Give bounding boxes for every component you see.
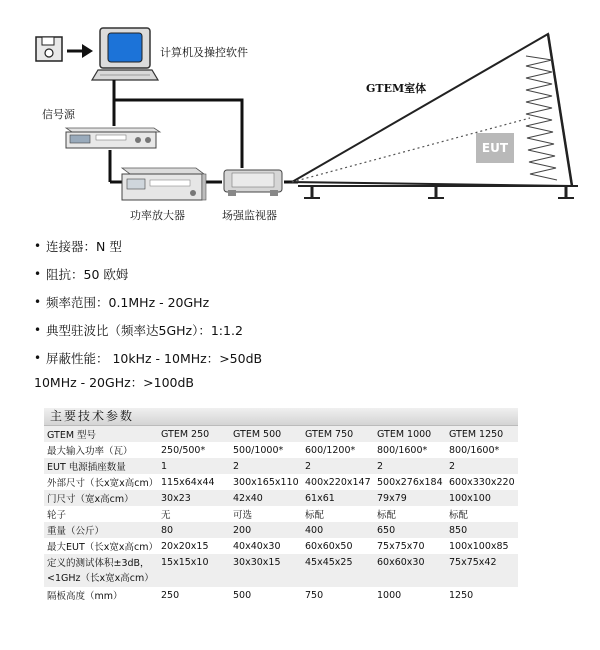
- gtem-label: GTEM室体: [366, 82, 427, 95]
- table-cell: GTEM 750: [302, 426, 374, 442]
- table-cell: 500/1000*: [233, 444, 284, 456]
- table-cell: 250/500*: [161, 444, 206, 456]
- table-cell: 80: [158, 522, 230, 538]
- table-cell: 无: [161, 510, 171, 521]
- table-cell: 2: [374, 458, 446, 474]
- row-label: 重量（公斤）: [44, 522, 158, 538]
- table-cell: 115x64x44: [161, 476, 215, 488]
- bullet-icon: •: [34, 295, 42, 309]
- table-cell: 400x220x147: [305, 476, 371, 488]
- table-cell: GTEM 500: [230, 426, 302, 442]
- table-cell: 800/1600*: [377, 444, 428, 456]
- table-cell: 60x60x50: [305, 540, 353, 552]
- arrow-right-icon: [67, 44, 93, 58]
- spec-text: 连接器：N 型: [46, 239, 122, 254]
- table-cell: 40x40x30: [233, 540, 281, 552]
- table-cell: 79x79: [374, 490, 446, 506]
- spec-text: 阻抗：50 欧姆: [46, 267, 129, 282]
- table-cell: 800/1600*: [449, 444, 500, 456]
- spec-item-vswr: [34, 316, 574, 344]
- table-cell: 2: [230, 458, 302, 474]
- bullet-icon: •: [34, 351, 42, 365]
- setup-diagram: [0, 0, 600, 228]
- spec-item-impedance: [34, 260, 574, 288]
- table-cell: 750: [305, 589, 324, 601]
- bullet-icon: •: [34, 239, 42, 253]
- bullet-icon: •: [34, 323, 42, 337]
- table-cell: 75x75x42: [446, 554, 518, 587]
- table-cell: 61x61: [302, 490, 374, 506]
- spec-text: 屏蔽性能： 10kHz - 10MHz：>50dB: [46, 351, 263, 366]
- row-label: EUT 电源插座数量: [44, 458, 158, 474]
- table-row: [44, 554, 518, 587]
- table-cell: 600/1200*: [305, 444, 356, 456]
- table-cell: 2: [302, 458, 374, 474]
- table-row: [44, 458, 518, 474]
- table-cell: 650: [374, 522, 446, 538]
- spec-text: 频率范围：0.1MHz - 20GHz: [46, 295, 210, 310]
- spec-shielding-tail: 10MHz - 20GHz：>100dB: [34, 375, 195, 390]
- table-row: [44, 522, 518, 538]
- gtem-cell: [292, 34, 578, 198]
- table-cell: 45x45x25: [302, 554, 374, 587]
- table-cell: 30x30x15: [230, 554, 302, 587]
- row-label-line1: 定义的测试体积±3dB，: [47, 557, 150, 569]
- table-cell: 15x15x10: [158, 554, 230, 587]
- row-label: 隔板高度（mm）: [47, 591, 123, 602]
- table-cell: 100x100x85: [449, 540, 509, 552]
- spec-item-connector: [34, 232, 574, 260]
- table-cell: 可选: [233, 510, 253, 521]
- row-label: 门尺寸（宽x高cm）: [44, 490, 158, 506]
- table-cell: GTEM 1000: [374, 426, 446, 442]
- spec-item-shielding: [34, 344, 574, 372]
- table-cell: 850: [446, 522, 518, 538]
- table-cell: 250: [161, 589, 180, 601]
- computer-icon: [92, 28, 158, 80]
- table-row: [44, 587, 518, 603]
- table-cell: 600x330x220: [449, 476, 515, 488]
- signal-generator-icon: [66, 128, 160, 148]
- table-cell: 标配: [449, 510, 469, 521]
- row-label: 轮子: [47, 510, 67, 521]
- field-monitor-label: 场强监视器: [222, 209, 277, 222]
- signal-source-label: 信号源: [42, 108, 75, 121]
- table-row: [44, 506, 518, 522]
- table-cell: 75x75x70: [377, 540, 425, 552]
- table-cell: 2: [446, 458, 518, 474]
- bullet-icon: •: [34, 267, 42, 281]
- table-cell: 60x60x30: [374, 554, 446, 587]
- row-label: [44, 554, 158, 587]
- table-cell: 1250: [449, 589, 474, 601]
- table-cell: 标配: [305, 510, 325, 521]
- table-cell: 20x20x15: [161, 540, 209, 552]
- table-row: [44, 490, 518, 506]
- spec-text: 典型驻波比（频率达5GHz）：1:1.2: [46, 323, 243, 338]
- eut-label: EUT: [481, 141, 509, 155]
- row-label-line2: <1GHz（长x宽x高cm）: [47, 572, 154, 584]
- spec-list: [34, 232, 574, 372]
- table-cell: 30x23: [158, 490, 230, 506]
- spec-table: [44, 408, 518, 603]
- table-cell: GTEM 1250: [446, 426, 518, 442]
- table-row: [44, 538, 518, 554]
- table-row: [44, 474, 518, 490]
- table-title: 主要技术参数: [44, 408, 518, 426]
- row-label: 外部尺寸（长x宽x高cm）: [47, 478, 158, 489]
- row-label: 最大输入功率（瓦）: [47, 446, 133, 457]
- row-label: 最大EUT（长x宽x高cm）: [47, 542, 158, 553]
- table-row: [44, 426, 518, 442]
- row-label: GTEM 型号: [44, 426, 158, 442]
- table-cell: 400: [302, 522, 374, 538]
- amplifier-icon: [122, 168, 206, 200]
- computer-label: 计算机及操控软件: [160, 46, 248, 59]
- diagram-graphics: [0, 0, 600, 228]
- table-cell: 100x100: [446, 490, 518, 506]
- table-cell: 42x40: [230, 490, 302, 506]
- table-row: [44, 442, 518, 458]
- disk-icon: [36, 37, 62, 61]
- table-cell: 标配: [377, 510, 397, 521]
- table-cell: 1000: [377, 589, 402, 601]
- table-cell: 300x165x110: [233, 476, 299, 488]
- amplifier-label: 功率放大器: [130, 209, 185, 222]
- spec-grid: [44, 426, 518, 603]
- table-cell: 500: [233, 589, 252, 601]
- table-cell: 1: [158, 458, 230, 474]
- table-cell: 200: [230, 522, 302, 538]
- table-cell: 500x276x184: [377, 476, 443, 488]
- field-monitor-icon: [224, 170, 282, 196]
- table-cell: GTEM 250: [158, 426, 230, 442]
- spec-item-frequency: [34, 288, 574, 316]
- eut-box: [476, 133, 514, 163]
